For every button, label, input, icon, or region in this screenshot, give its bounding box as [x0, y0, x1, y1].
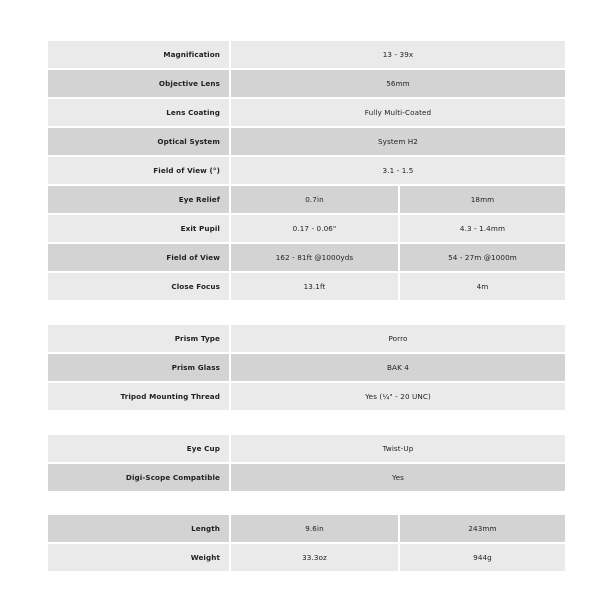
spec-value-imperial: 162 - 81ft @1000yds — [231, 244, 398, 271]
spec-row-lens-coating — [48, 99, 565, 126]
spec-row-field-of-view — [48, 244, 565, 271]
spec-table-eyecup — [48, 435, 565, 491]
spec-value: Porro — [231, 325, 565, 352]
spec-label: Close Focus — [48, 273, 229, 300]
spec-value: 13 - 39x — [231, 41, 565, 68]
spec-row-tripod-mounting-thread — [48, 383, 565, 410]
spec-value-metric: 4.3 - 1.4mm — [400, 215, 565, 242]
spec-row-length — [48, 515, 565, 542]
spec-value-metric: 54 - 27m @1000m — [400, 244, 565, 271]
spec-table-prism — [48, 325, 565, 410]
spec-label: Objective Lens — [48, 70, 229, 97]
spec-row-prism-glass — [48, 354, 565, 381]
spec-value: Fully Multi-Coated — [231, 99, 565, 126]
spec-row-objective-lens — [48, 70, 565, 97]
spec-label: Eye Cup — [48, 435, 229, 462]
spec-label: Eye Relief — [48, 186, 229, 213]
spec-row-eye-cup — [48, 435, 565, 462]
spec-row-digi-scope-compatible — [48, 464, 565, 491]
spec-value-metric: 18mm — [400, 186, 565, 213]
spec-value: System H2 — [231, 128, 565, 155]
spec-value: BAK 4 — [231, 354, 565, 381]
spec-row-prism-type — [48, 325, 565, 352]
spec-value-metric: 4m — [400, 273, 565, 300]
spec-value: Yes (¼" - 20 UNC) — [231, 383, 565, 410]
spec-label: Field of View — [48, 244, 229, 271]
spec-row-field-of-view-degrees — [48, 157, 565, 184]
spec-value-metric: 944g — [400, 544, 565, 571]
spec-label: Prism Type — [48, 325, 229, 352]
spec-table-dimensions — [48, 515, 565, 571]
spec-label: Tripod Mounting Thread — [48, 383, 229, 410]
spec-label: Digi-Scope Compatible — [48, 464, 229, 491]
spec-row-exit-pupil — [48, 215, 565, 242]
spec-value: Yes — [231, 464, 565, 491]
spec-label: Weight — [48, 544, 229, 571]
spec-label: Length — [48, 515, 229, 542]
spec-row-optical-system — [48, 128, 565, 155]
spec-row-weight — [48, 544, 565, 571]
spec-row-magnification — [48, 41, 565, 68]
spec-value: Twist-Up — [231, 435, 565, 462]
spec-row-close-focus — [48, 273, 565, 300]
spec-label: Exit Pupil — [48, 215, 229, 242]
spec-label: Magnification — [48, 41, 229, 68]
spec-value-imperial: 9.6in — [231, 515, 398, 542]
spec-value-metric: 243mm — [400, 515, 565, 542]
spec-value-imperial: 33.3oz — [231, 544, 398, 571]
spec-value: 56mm — [231, 70, 565, 97]
spec-value-imperial: 13.1ft — [231, 273, 398, 300]
spec-row-eye-relief — [48, 186, 565, 213]
spec-label: Prism Glass — [48, 354, 229, 381]
spec-label: Lens Coating — [48, 99, 229, 126]
spec-table-optics — [48, 41, 565, 300]
spec-value-imperial: 0.17 - 0.06" — [231, 215, 398, 242]
spec-label: Optical System — [48, 128, 229, 155]
spec-value: 3.1 - 1.5 — [231, 157, 565, 184]
spec-value-imperial: 0.7in — [231, 186, 398, 213]
spec-label: Field of View (°) — [48, 157, 229, 184]
